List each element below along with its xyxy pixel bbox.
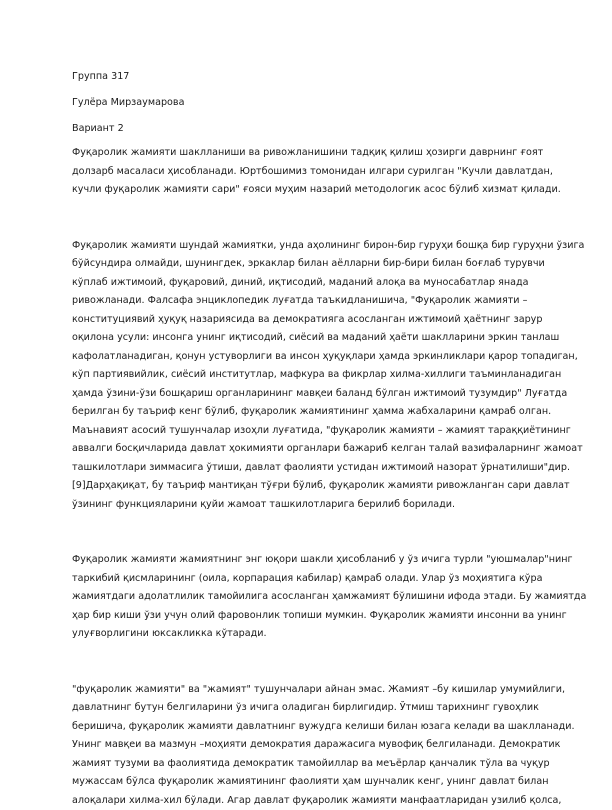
paragraph-line: Маънавият асосий тушунчалар изоҳли луғатида, "фуқаролик жамияти – жамият тараққиётининг [72, 422, 542, 441]
document-page [72, 70, 542, 810]
paragraph-line: улуғворлигини юксакликка кўтаради. [72, 625, 542, 644]
paragraph-line: ҳар бир киши ўзи учун олий фаровонлик топиши мумкин. Фуқаролик жамияти инсонни ва унинг [72, 607, 542, 626]
paragraph-line: давлатнинг бутун белгиларини ўз ичига оладиган бирлигидир. Ўтмиш тарихнинг гувоҳлик [72, 699, 542, 718]
paragraph-line: конституциявий ҳуқуқ назариясида ва демократияга асосланган ижтимоий ҳаётнинг зарур [72, 311, 542, 330]
paragraph-line: кучли фуқаролик жамияти сари" ғояси муҳим назарий методологик асос бўлиб хизмат қилади. [72, 181, 542, 200]
paragraph-line: жамият тузуми ва фаолиятида демократик тамойиллар ва меъёрлар қанчалик тўла ва чуқур [72, 755, 542, 774]
paragraph-line: Фуқаролик жамияти шаклланиши ва ривожланишини тадқиқ қилиш ҳозирги даврнинг ғоят [72, 144, 542, 163]
paragraph-line: кўплаб ижтимоий, фуқаровий, диний, иқтисодий, маданий алоқа ва муносабатлар янада [72, 274, 542, 293]
variant-label: Вариант 2 [72, 122, 542, 136]
paragraph-line: Унинг мавқеи ва мазмун –моҳияти демократия даражасига мувофиқ белгиланади. Демократик [72, 736, 542, 755]
paragraph-line: ривожланади. Фалсафа энциклопедик луғатда таъкидланишича, "Фуқаролик жамияти – [72, 292, 542, 311]
paragraph-line: алоқалари хилма-хил бўлади. Агар давлат фуқаролик жамияти манфаатларидан узилиб қолса, [72, 792, 542, 810]
paragraph-line: Фуқаролик жамияти жамиятнинг энг юқори шакли ҳисобланиб у ўз ичига турли "уюшмалар"нинг [72, 551, 542, 570]
paragraph-line: бўйсундира олмайди, шунингдек, эркаклар билан аёлларни бир-бири билан боғлаб турувчи [72, 255, 542, 274]
paragraph-line: ташкилотлари зиммасига ўтиши, давлат фаолияти устидан ижтимоий назорат ўрнатилиши"дир. [72, 459, 542, 478]
paragraph-line: кўп партиявийлик, сиёсий институтлар, мафкура ва фикрлар хилма-хиллиги таъминланадиган [72, 366, 542, 385]
paragraph-1 [72, 144, 542, 200]
paragraph-line: берилган бу таъриф кенг бўлиб, фуқаролик жамиятининг ҳамма жабхаларини қамраб олган. [72, 403, 542, 422]
paragraph-line: оқилона усули: инсонга унинг иқтисодий, сиёсий ва маданий ҳаёти шаклларини эркин танлаш [72, 329, 542, 348]
paragraph-line: "фуқаролик жамияти" ва "жамият" тушунчалари айнан эмас. Жамият –бу кишилар умумийлиги, [72, 681, 542, 700]
paragraph-line: ўзининг функцияларини қуйи жамоат ташкилотларига берилиб борилади. [72, 496, 542, 515]
paragraph-3 [72, 551, 542, 644]
paragraph-2 [72, 237, 542, 515]
paragraph-4 [72, 681, 542, 810]
author-name: Гулёра Мирзаумарова [72, 96, 542, 110]
group-label: Группа 317 [72, 70, 542, 84]
paragraph-line: Фуқаролик жамияти шундай жамиятки, унда аҳолининг бирон-бир гуруҳи бошқа бир гуруҳни ўзига [72, 237, 542, 256]
paragraph-line: таркибий қисмларининг (оила, корпарация кабилар) қамраб олади. Улар ўз моҳиятига кўра [72, 570, 542, 589]
paragraph-line: ҳамда ўзини-ўзи бошқариш органларининг мавқеи баланд бўлган ижтимоий тузумдир" Луғатда [72, 385, 542, 404]
paragraph-line: мужассам бўлса фуқаролик жамиятининг фаолияти ҳам шунчалик кенг, унинг давлат билан [72, 773, 542, 792]
paragraph-line: кафолатланадиган, қонун устуворлиги ва инсон ҳуқуқлари ҳамда эркинликлари қарор топадиган, [72, 348, 542, 367]
paragraph-line: аввалги босқичларида давлат ҳокимияти органлари бажариб келган талай вазифаларнинг жамоат [72, 440, 542, 459]
paragraph-line: беришича, фуқаролик жамияти давлатнинг вужудга келиши билан юзага келади ва шаклланади. [72, 718, 542, 737]
paragraph-line: [9]Дарҳақиқат, бу таъриф мантиқан тўғри бўлиб, фуқаролик жамияти ривожланган сари давлат [72, 477, 542, 496]
paragraph-line: жамиятдаги адолатлилик тамойилига асосланган ҳамжамият бўлишини ифода этади. Бу жамиятда [72, 588, 542, 607]
paragraph-line: долзарб масаласи ҳисобланади. Юртбошимиз томонидан илгари сурилган "Кучли давлатдан, [72, 163, 542, 182]
